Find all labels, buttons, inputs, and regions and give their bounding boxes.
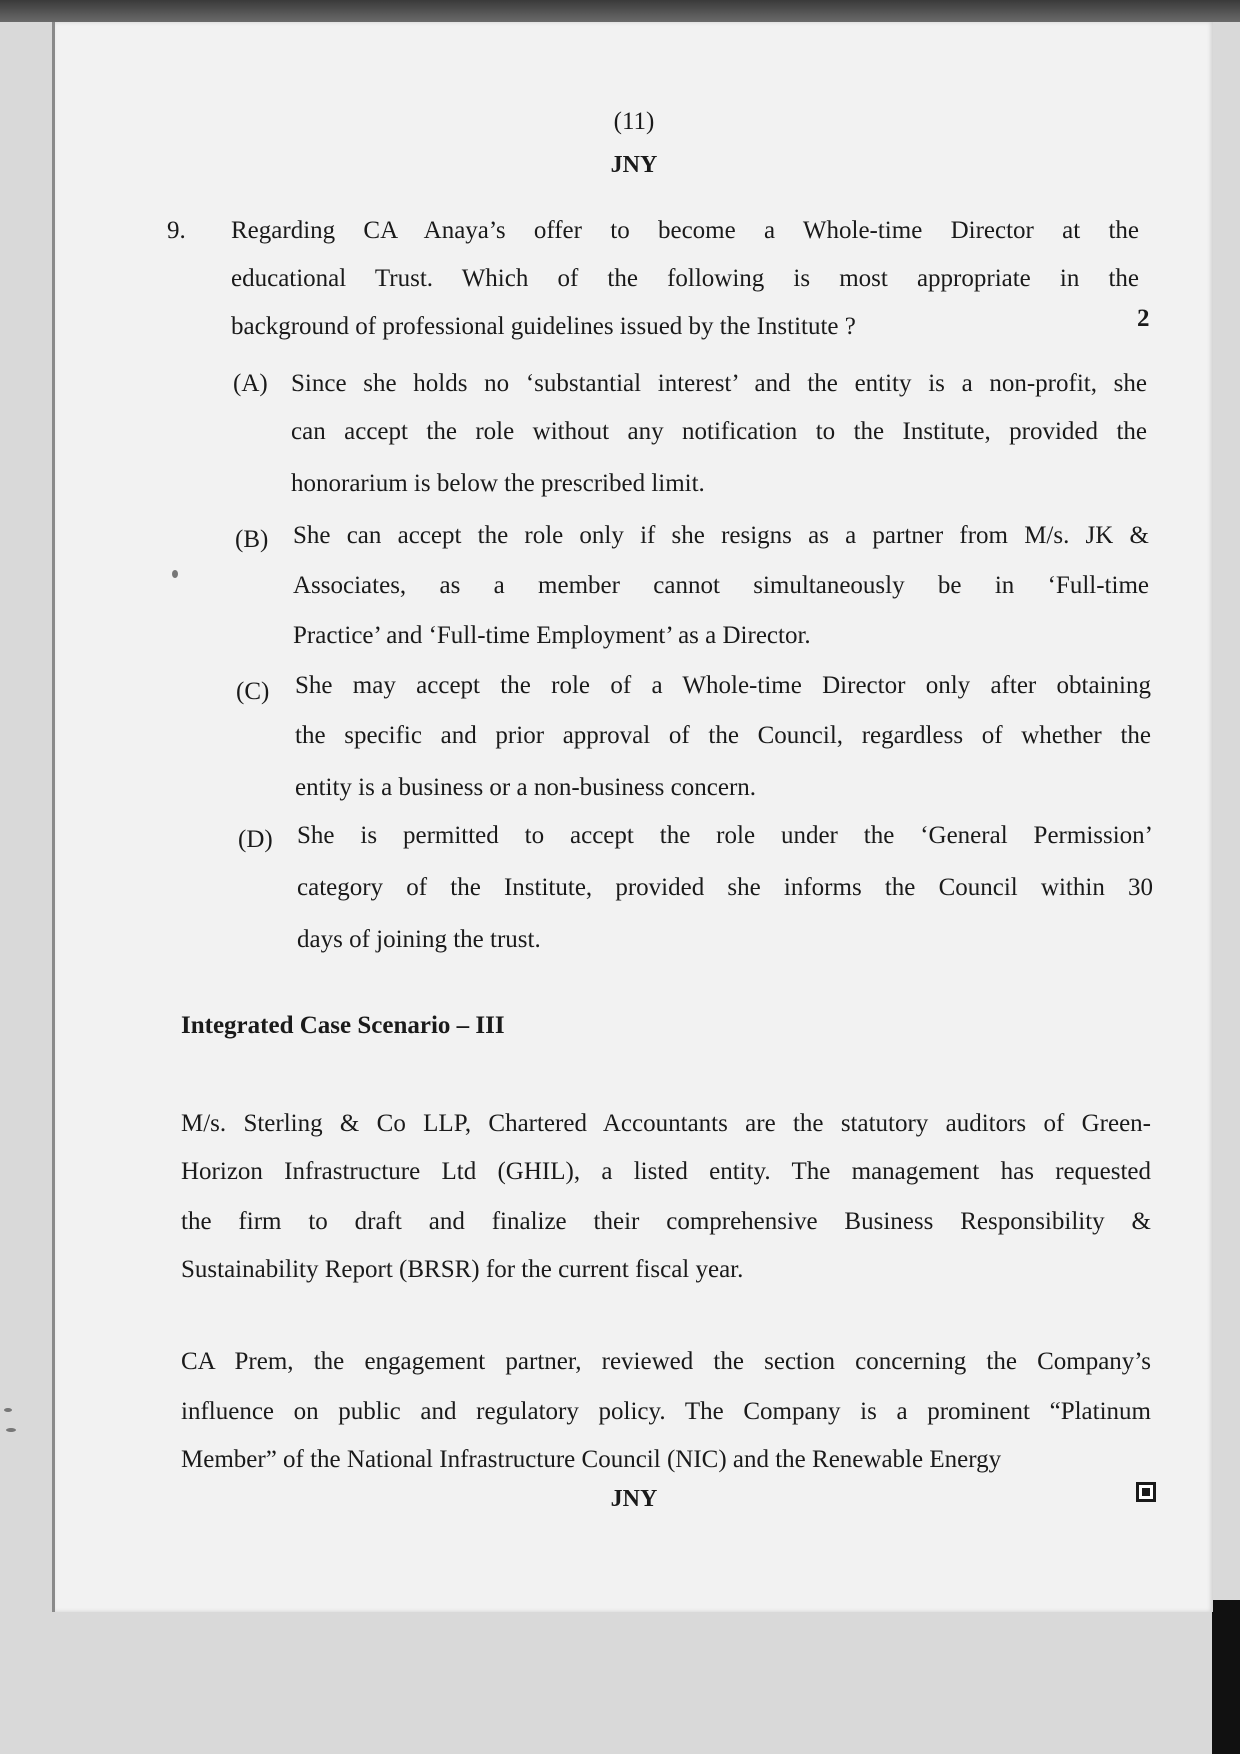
scan-speck [6, 1428, 16, 1432]
scan-top-border [0, 0, 1240, 22]
header-code: JNY [610, 152, 658, 178]
option-line: She may accept the role of a Whole-time Director only after obtaining [295, 672, 1151, 699]
option-line: Since she holds no ‘substantial interest’ and the entity is a non-profit, she [291, 370, 1147, 397]
paragraph-line: influence on public and regulatory policy. The Company is a prominent “Platinum [181, 1398, 1151, 1425]
scan-speck [172, 570, 178, 578]
option-label: (B) [235, 526, 269, 553]
question-line: educational Trust. Which of the following is most appropriate in the [231, 265, 1139, 292]
option-line: can accept the role without any notification to the Institute, provided the [291, 418, 1147, 445]
option-line: the specific and prior approval of the Council, regardless of whether the [295, 722, 1151, 749]
scan-speck [4, 1408, 12, 1412]
question-line: Regarding CA Anaya’s offer to become a Whole-time Director at the [231, 217, 1139, 244]
option-line: honorarium is below the prescribed limit. [291, 470, 705, 497]
paragraph-line: CA Prem, the engagement partner, reviewed the section concerning the Company’s [181, 1348, 1151, 1375]
option-line: days of joining the trust. [297, 926, 541, 953]
option-line: She can accept the role only if she resigns as a partner from M/s. JK & [293, 522, 1149, 549]
question-number: 9. [167, 217, 186, 244]
option-line: Associates, as a member cannot simultaneously be in ‘Full-time [293, 572, 1149, 599]
paragraph-line: Sustainability Report (BRSR) for the current fiscal year. [181, 1256, 744, 1283]
option-line: She is permitted to accept the role under the ‘General Permission’ [297, 822, 1153, 849]
question-line: background of professional guidelines issued by the Institute ? [231, 313, 856, 340]
option-label: (D) [238, 826, 273, 853]
option-line: category of the Institute, provided she informs the Council within 30 [297, 874, 1153, 901]
page-number: (11) [613, 108, 655, 135]
paragraph-line: M/s. Sterling & Co LLP, Chartered Accountants are the statutory auditors of Green- [181, 1110, 1151, 1137]
option-line: Practice’ and ‘Full-time Employment’ as a Director. [293, 622, 811, 649]
exam-page [52, 22, 1213, 1612]
footer-code: JNY [610, 1486, 658, 1512]
scan-right-edge [1212, 1600, 1240, 1754]
question-marks: 2 [1137, 305, 1150, 332]
paragraph-line: the firm to draft and finalize their comprehensive Business Responsibility & [181, 1208, 1151, 1235]
paragraph-line: Member” of the National Infrastructure Council (NIC) and the Renewable Energy [181, 1446, 1002, 1473]
paragraph-line: Horizon Infrastructure Ltd (GHIL), a listed entity. The management has requested [181, 1158, 1151, 1185]
option-label: (C) [236, 678, 270, 705]
option-line: entity is a business or a non-business concern. [295, 774, 757, 801]
section-title: Integrated Case Scenario – III [181, 1012, 505, 1039]
option-label: (A) [233, 370, 268, 397]
square-box-icon [1136, 1482, 1156, 1502]
